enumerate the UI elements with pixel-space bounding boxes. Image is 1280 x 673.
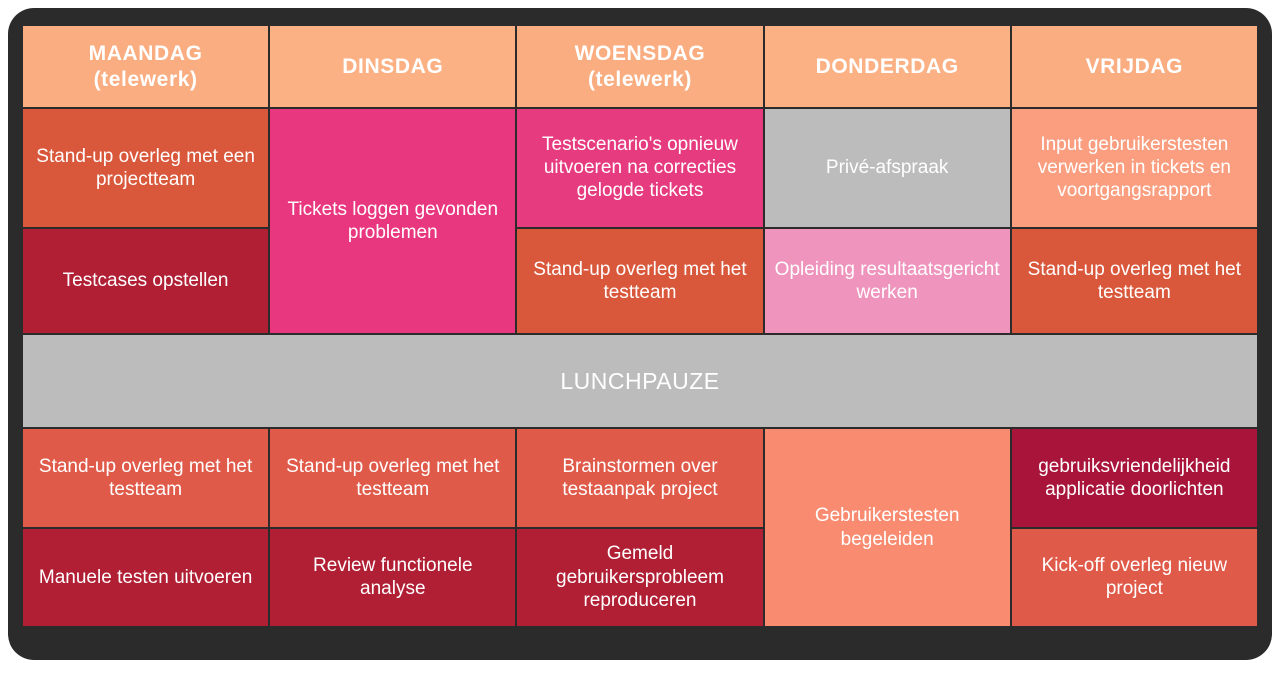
task-cell[interactable]: Testcases opstellen [22, 228, 269, 334]
morning-column-vrijdag [1011, 108, 1258, 334]
day-header-donderdag [764, 25, 1011, 108]
afternoon-block [22, 428, 1258, 627]
day-header-vrijdag [1011, 25, 1258, 108]
afternoon-column-donderdag [764, 428, 1011, 627]
task-cell[interactable]: gebruiksvriendelijkheid applicatie doorlichten [1011, 428, 1258, 528]
day-header-dinsdag [269, 25, 516, 108]
task-cell[interactable]: Opleiding resultaatsgericht werken [764, 228, 1011, 334]
day-header-sub: (telewerk) [93, 67, 198, 91]
day-header-name: DONDERDAG [815, 54, 959, 78]
day-header-name: MAANDAG [88, 41, 203, 65]
task-cell[interactable]: Stand-up overleg met het testteam [516, 228, 763, 334]
task-cell[interactable]: Input gebruikerstesten verwerken in tickets en voortgangsrapport [1011, 108, 1258, 228]
task-cell[interactable]: Manuele testen uitvoeren [22, 528, 269, 628]
morning-column-woensdag [516, 108, 763, 334]
day-header-name: DINSDAG [342, 54, 444, 78]
task-cell[interactable]: Gemeld gebruikersprobleem reproduceren [516, 528, 763, 628]
lunch-label: LUNCHPAUZE [22, 334, 1258, 428]
task-cell[interactable]: Review functionele analyse [269, 528, 516, 628]
morning-column-dinsdag [269, 108, 516, 334]
task-cell[interactable]: Privé-afspraak [764, 108, 1011, 228]
afternoon-column-maandag [22, 428, 269, 627]
day-header-woensdag [516, 25, 763, 108]
lunch-row [22, 334, 1258, 428]
morning-block [22, 108, 1258, 334]
task-cell[interactable]: Kick-off overleg nieuw project [1011, 528, 1258, 628]
task-cell[interactable]: Stand-up overleg met het testteam [269, 428, 516, 528]
day-header-name: WOENSDAG [574, 41, 706, 65]
task-cell[interactable]: Brainstormen over testaanpak project [516, 428, 763, 528]
task-cell[interactable]: Testscenario's opnieuw uitvoeren na correcties gelogde tickets [516, 108, 763, 228]
afternoon-column-dinsdag [269, 428, 516, 627]
task-cell[interactable]: Gebruikerstesten begeleiden [764, 428, 1011, 627]
task-cell[interactable]: Tickets loggen gevonden problemen [269, 108, 516, 334]
task-cell[interactable]: Stand-up overleg met het testteam [22, 428, 269, 528]
day-header-maandag [22, 25, 269, 108]
morning-column-donderdag [764, 108, 1011, 334]
schedule-header-row [22, 25, 1258, 108]
day-header-name: VRIJDAG [1085, 54, 1184, 78]
morning-column-maandag [22, 108, 269, 334]
afternoon-column-woensdag [516, 428, 763, 627]
weekly-schedule-table [22, 25, 1258, 627]
task-cell[interactable]: Stand-up overleg met het testteam [1011, 228, 1258, 334]
afternoon-column-vrijdag [1011, 428, 1258, 627]
day-header-sub: (telewerk) [587, 67, 692, 91]
task-cell[interactable]: Stand-up overleg met een projectteam [22, 108, 269, 228]
